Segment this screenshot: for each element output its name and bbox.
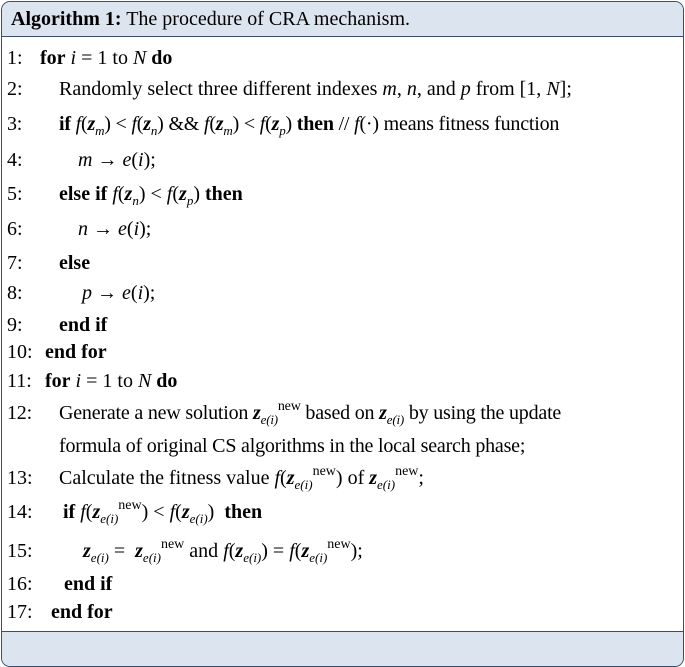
line-code: p → e(i); [82,282,156,304]
line-code: for i = 1 to N do [40,47,173,69]
line-number: 10: [7,341,33,363]
line-number: 2: [7,78,23,100]
line-code: Randomly select three different indexes m, n, and p from [1, N]; [59,78,572,100]
line-number: 17: [7,601,33,623]
line-code: n → e(i); [78,218,152,240]
line-code: end for [51,601,113,623]
line-code: Calculate the fitness value $f(z_{e(i)}^{new})$ of $z_{e(i)}^{new}$; [59,464,424,492]
line-code: m → e(i); [78,149,156,171]
line-number: 11: [7,370,32,392]
algorithm-box [1,1,684,667]
line-number: 1: [7,47,23,69]
line-code: else [59,252,91,274]
line-number: 13: [7,467,33,489]
line-code: else if $f(z_n) < f(z_p)$ then [59,183,243,208]
line-number: 3: [7,113,23,135]
algorithm-label: Algorithm 1: [11,8,122,30]
line-number: 14: [7,501,33,523]
algorithm-header [2,2,683,37]
line-code: Generate a new solution $z_{e(i)}^{new}$ based on $z_{e(i)}$ by using the update [59,399,562,427]
line-number: 7: [7,252,23,274]
line-number: 12: [7,402,32,424]
line-number: 15: [7,540,33,562]
line-number: 9: [7,314,23,336]
line-code: if $f(z_{e(i)}^{new}) < f(z_{e(i)})$ then [63,498,263,526]
algorithm-footer [2,631,683,666]
line-number: 8: [7,282,23,304]
line-code: for i = 1 to N do [45,370,178,392]
line-number: 5: [7,183,23,205]
line-number: 6: [7,218,23,240]
line-number: 16: [7,573,33,595]
line-number: 4: [7,149,23,171]
line-code: end if [59,314,108,336]
line-code: formula of original CS algorithms in the local search phase; [59,435,526,457]
line-code: end for [45,341,107,363]
algorithm-title: The procedure of CRA mechanism. [126,8,410,30]
line-code: end if [64,573,113,595]
line-code: if $f(z_m) < f(z_n)$ && $f(z_m) < f(z_p)$ then // f(·) means fitness function [59,113,560,138]
line-code: $z_{e(i)} = z_{e(i)}^{new}$ and $f(z_{e(i)}) = f(z_{e(i)}^{new})$; [83,537,363,565]
